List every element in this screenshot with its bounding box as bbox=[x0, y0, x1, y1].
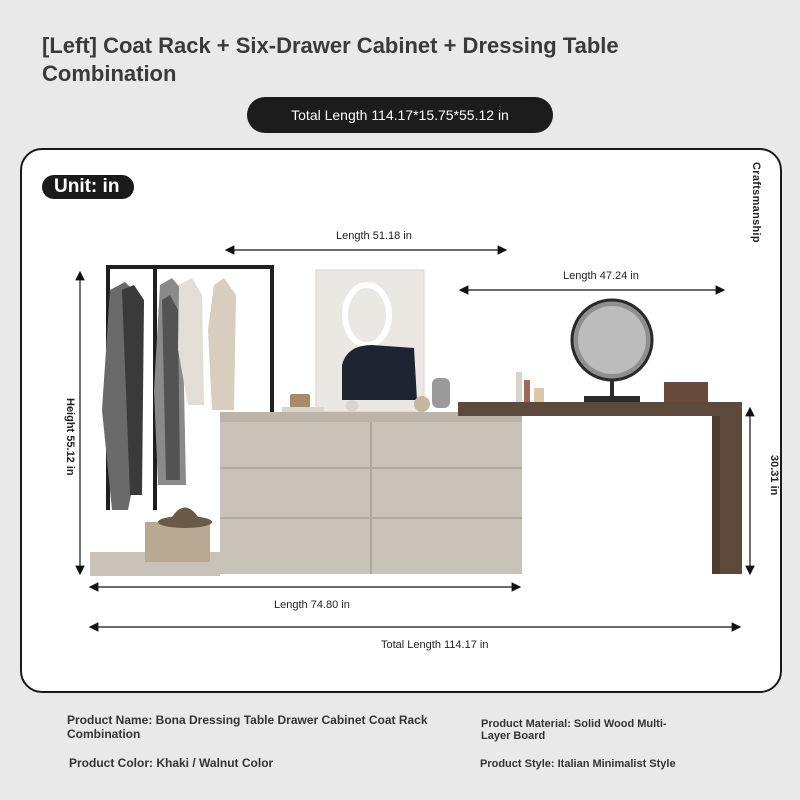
mug bbox=[290, 394, 310, 408]
table-length-label: Length 47.24 in bbox=[563, 270, 639, 282]
ornament bbox=[346, 400, 358, 412]
vase bbox=[414, 396, 430, 412]
base-length-label: Length 74.80 in bbox=[274, 599, 350, 611]
craftsmanship-label: Craftsmanship bbox=[750, 162, 762, 243]
product-material: Product Material: Solid Wood Multi-Layer Board bbox=[481, 718, 667, 742]
figurine bbox=[432, 378, 450, 408]
cabinet-top-length-label: Length 51.18 in bbox=[336, 230, 412, 242]
table-height-label: 30.31 in bbox=[768, 455, 780, 496]
page-title: [Left] Coat Rack + Six-Drawer Cabinet + Dressing Table Combination bbox=[42, 33, 619, 86]
product-style: Product Style: Italian Minimalist Style bbox=[480, 758, 676, 770]
diagram-card bbox=[20, 148, 782, 693]
height-label: Height 55.12 in bbox=[64, 398, 76, 476]
product-name: Product Name: Bona Dressing Table Drawer Cabinet Coat Rack Combination bbox=[67, 713, 428, 741]
product-color: Product Color: Khaki / Walnut Color bbox=[69, 756, 274, 770]
total-length-label: Total Length 114.17 in bbox=[381, 639, 489, 651]
wall-artwork bbox=[316, 270, 424, 412]
unit-badge: Unit: in bbox=[42, 175, 134, 199]
six-drawer-cabinet bbox=[220, 412, 522, 574]
total-dimensions-badge: Total Length 114.17*15.75*55.12 in bbox=[247, 97, 553, 133]
